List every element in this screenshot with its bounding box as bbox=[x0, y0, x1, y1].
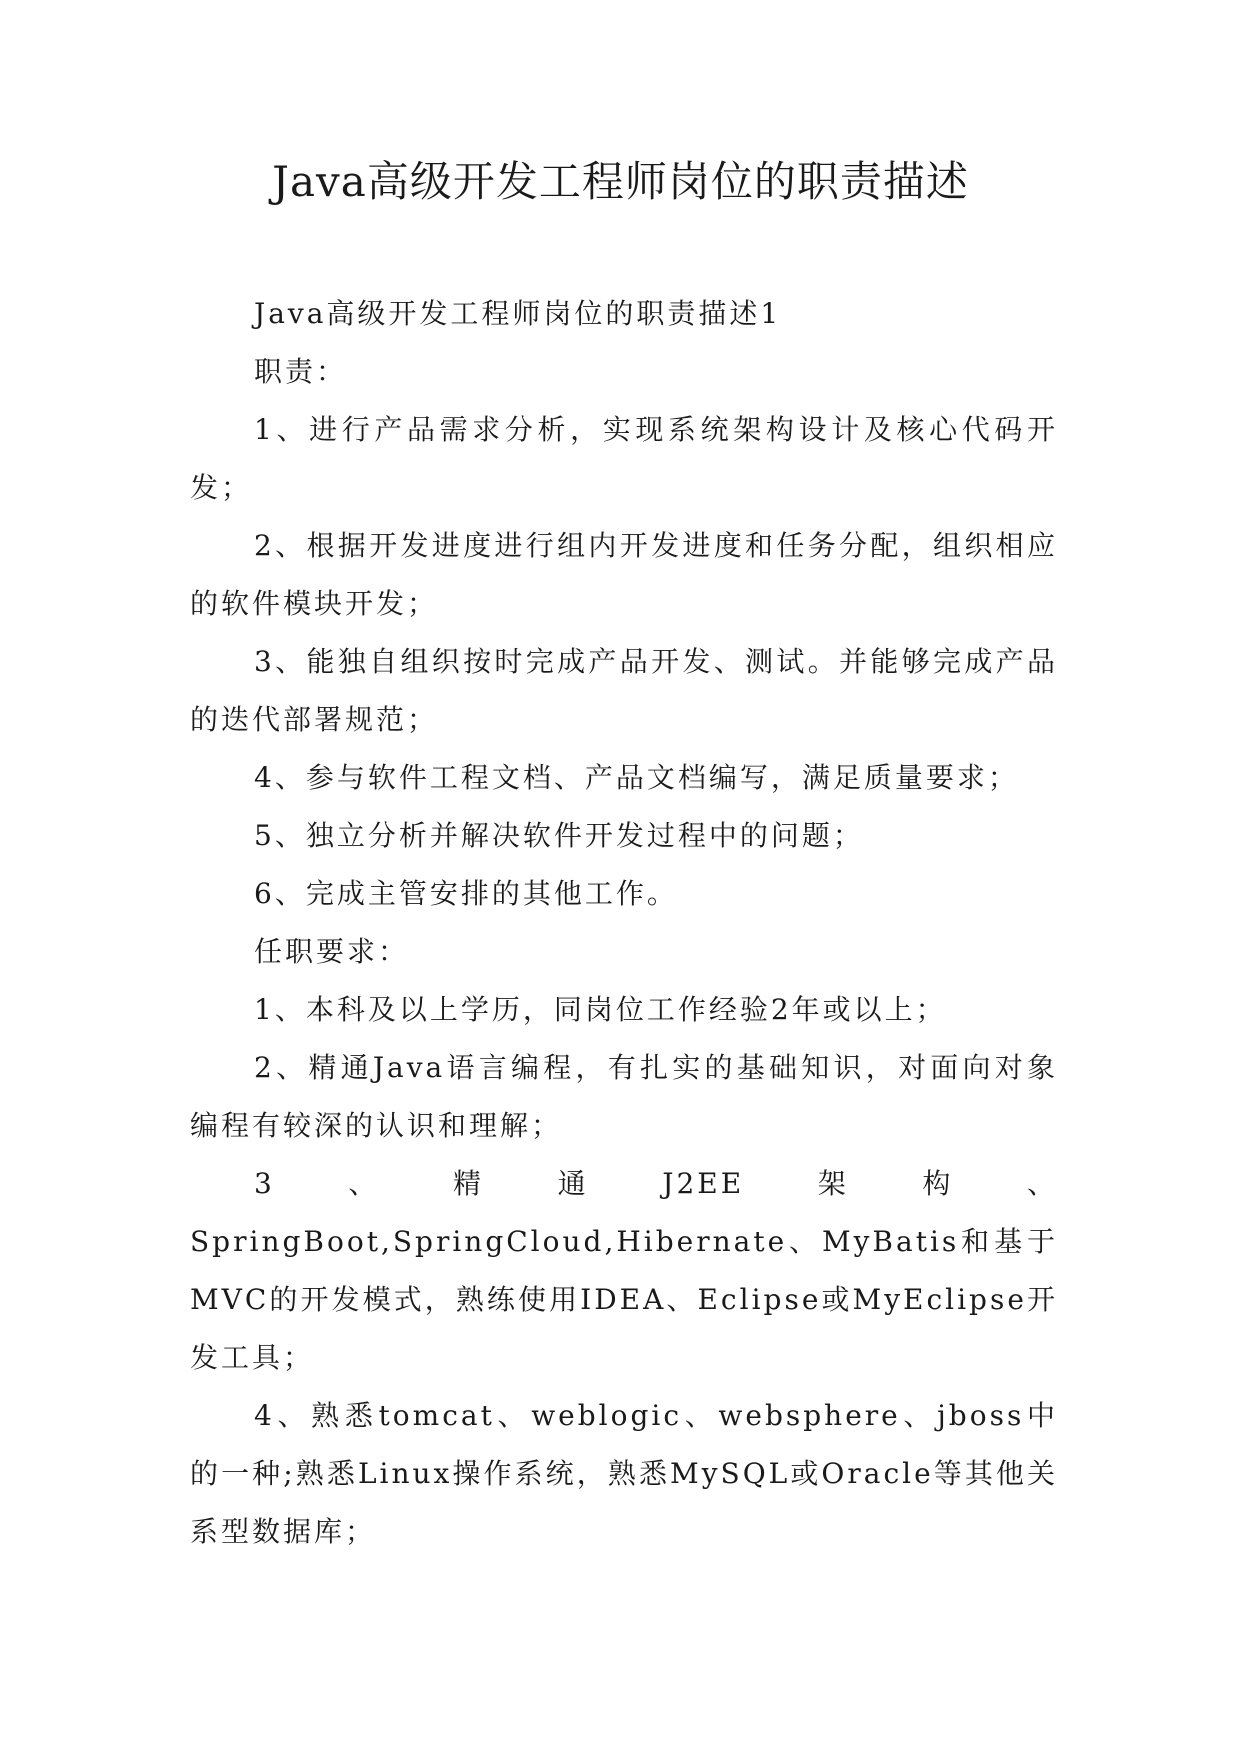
duty-item-3: 3、能独自组织按时完成产品开发、测试。并能够完成产品的迭代部署规范； bbox=[190, 645, 1058, 736]
duty-item-2: 2、根据开发进度进行组内开发进度和任务分配，组织相应的软件模块开发； bbox=[190, 529, 1058, 620]
requirement-item-2: 2、精通Java语言编程，有扎实的基础知识，对面向对象编程有较深的认识和理解； bbox=[190, 1051, 1058, 1142]
label-duties: 职责： bbox=[254, 355, 348, 388]
document-body bbox=[190, 285, 1058, 1561]
requirement-item-1: 1、本科及以上学历，同岗位工作经验2年或以上； bbox=[254, 993, 947, 1026]
document-title: Java高级开发工程师岗位的职责描述 bbox=[272, 157, 969, 206]
duty-item-5: 5、独立分析并解决软件开发过程中的问题； bbox=[254, 819, 864, 852]
requirement-item-4: 4、熟悉tomcat、weblogic、websphere、jboss中的一种;熟悉Linux操作系统，熟悉MySQL或Oracle等其他关系型数据库； bbox=[190, 1399, 1058, 1548]
duty-item-4: 4、参与软件工程文档、产品文档编写，满足质量要求； bbox=[254, 761, 1019, 794]
requirement-item-3: 3、精通J2EE架构、SpringBoot,SpringCloud,Hibernate、MyBatis和基于MVC的开发模式，熟练使用IDEA、Eclipse或MyEclipse开发工具； bbox=[190, 1167, 1058, 1374]
section-heading-1: Java高级开发工程师岗位的职责描述1 bbox=[254, 297, 782, 330]
duty-item-1: 1、进行产品需求分析，实现系统架构设计及核心代码开发； bbox=[190, 413, 1058, 504]
duty-item-6: 6、完成主管安排的其他工作。 bbox=[254, 877, 678, 910]
label-requirements: 任职要求： bbox=[254, 935, 410, 968]
